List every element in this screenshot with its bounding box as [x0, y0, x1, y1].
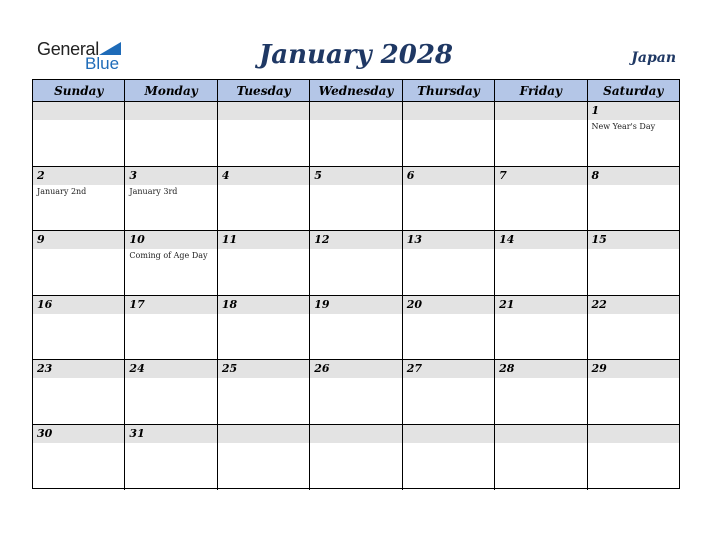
- week-row: [33, 296, 679, 361]
- day-number-band: [218, 102, 309, 120]
- week-row: [33, 102, 679, 167]
- day-number: 8: [591, 168, 600, 182]
- day-cell: [310, 425, 402, 490]
- day-number: 15: [591, 233, 607, 247]
- day-cell: [218, 167, 310, 232]
- day-number: 3: [129, 168, 138, 182]
- day-number: 30: [37, 426, 53, 440]
- day-number-band: [588, 167, 679, 185]
- day-number: 24: [129, 362, 145, 376]
- day-cell: [403, 231, 495, 296]
- day-cell: [495, 296, 587, 361]
- day-cell: [310, 167, 402, 232]
- day-cell: [33, 102, 125, 167]
- day-number: 5: [314, 168, 322, 182]
- day-number-band: [310, 102, 401, 120]
- day-cell: [403, 296, 495, 361]
- day-number-band: [588, 102, 679, 120]
- day-number: 22: [591, 297, 607, 311]
- day-number-band: [403, 167, 494, 185]
- day-cell: [588, 425, 679, 490]
- weekday-header: Wednesday: [310, 80, 402, 102]
- day-cell: [588, 360, 679, 425]
- day-number: 12: [314, 233, 330, 247]
- day-cell: [125, 167, 217, 232]
- day-cell: [33, 296, 125, 361]
- weekday-header: Thursday: [403, 80, 495, 102]
- day-cell: [495, 360, 587, 425]
- day-number: 31: [129, 426, 145, 440]
- logo-general-text: General: [37, 39, 99, 59]
- day-cell: [218, 425, 310, 490]
- day-number: 26: [314, 362, 330, 376]
- day-cell: [588, 102, 679, 167]
- day-number-band: [33, 167, 124, 185]
- day-number-band: [403, 425, 494, 443]
- day-number: 7: [499, 168, 507, 182]
- weekday-header: Sunday: [33, 80, 125, 102]
- day-cell: [588, 296, 679, 361]
- logo-blue-text: Blue: [85, 54, 120, 73]
- day-number: 27: [406, 362, 422, 376]
- day-number-band: [403, 102, 494, 120]
- day-number-band: [495, 167, 586, 185]
- day-number: 13: [406, 233, 422, 247]
- day-cell: [125, 102, 217, 167]
- day-cell: [588, 231, 679, 296]
- day-cell: [403, 425, 495, 490]
- day-cell: [588, 167, 679, 232]
- day-number-band: [310, 167, 401, 185]
- day-number: 19: [314, 297, 330, 311]
- day-number-band: [588, 425, 679, 443]
- day-cell: [125, 296, 217, 361]
- day-cell: [218, 102, 310, 167]
- day-cell: [495, 231, 587, 296]
- day-cell: [125, 360, 217, 425]
- day-number: 6: [406, 168, 415, 182]
- week-row: [33, 360, 679, 425]
- day-number-band: [33, 102, 124, 120]
- week-row: [33, 231, 679, 296]
- day-cell: [125, 425, 217, 490]
- day-number-band: [310, 425, 401, 443]
- day-cell: [495, 102, 587, 167]
- day-cell: [310, 102, 402, 167]
- day-cell: [310, 231, 402, 296]
- holiday-label: Coming of Age Day: [129, 251, 208, 261]
- day-number: 28: [499, 362, 515, 376]
- day-number: 18: [221, 297, 238, 311]
- weekday-header-row: [33, 80, 679, 102]
- weekday-header: Friday: [495, 80, 587, 102]
- day-cell: [125, 231, 217, 296]
- day-number: 16: [37, 297, 53, 311]
- week-row: [33, 167, 679, 232]
- day-cell: [33, 425, 125, 490]
- day-cell: [403, 167, 495, 232]
- week-row: [33, 425, 679, 490]
- day-number: 25: [221, 362, 238, 376]
- day-number: 11: [221, 233, 238, 247]
- country-label: Japan: [631, 50, 676, 66]
- weekday-header: Saturday: [588, 80, 679, 102]
- day-number-band: [125, 167, 216, 185]
- weekday-header: Monday: [125, 80, 217, 102]
- day-number-band: [218, 167, 309, 185]
- calendar-grid: [32, 79, 680, 489]
- calendar-title: January 2028: [258, 40, 454, 70]
- day-cell: [33, 231, 125, 296]
- day-cell: [403, 360, 495, 425]
- weekday-header: Tuesday: [218, 80, 310, 102]
- day-number-band: [495, 102, 586, 120]
- day-cell: [218, 360, 310, 425]
- day-number: 14: [499, 233, 515, 247]
- day-number: 4: [221, 168, 230, 182]
- day-cell: [403, 102, 495, 167]
- day-number: 29: [591, 362, 607, 376]
- holiday-label: January 3rd: [129, 186, 178, 196]
- day-cell: [495, 425, 587, 490]
- day-cell: [218, 296, 310, 361]
- day-number-band: [33, 231, 124, 249]
- day-cell: [310, 360, 402, 425]
- day-number: 10: [129, 233, 145, 247]
- day-number: 23: [37, 362, 53, 376]
- day-number: 1: [591, 104, 600, 117]
- day-cell: [495, 167, 587, 232]
- day-cell: [33, 360, 125, 425]
- day-cell: [218, 231, 310, 296]
- day-number-band: [125, 102, 216, 120]
- holiday-label: January 2nd: [37, 186, 87, 196]
- day-number-band: [218, 425, 309, 443]
- day-number: 17: [129, 297, 145, 311]
- day-number: 21: [499, 297, 515, 311]
- holiday-label: New Year's Day: [591, 122, 656, 131]
- weeks-container: [33, 102, 679, 490]
- day-number-band: [495, 425, 586, 443]
- day-cell: [310, 296, 402, 361]
- day-number: 9: [37, 233, 45, 247]
- day-number: 2: [37, 168, 45, 182]
- day-number: 20: [406, 297, 422, 311]
- day-cell: [33, 167, 125, 232]
